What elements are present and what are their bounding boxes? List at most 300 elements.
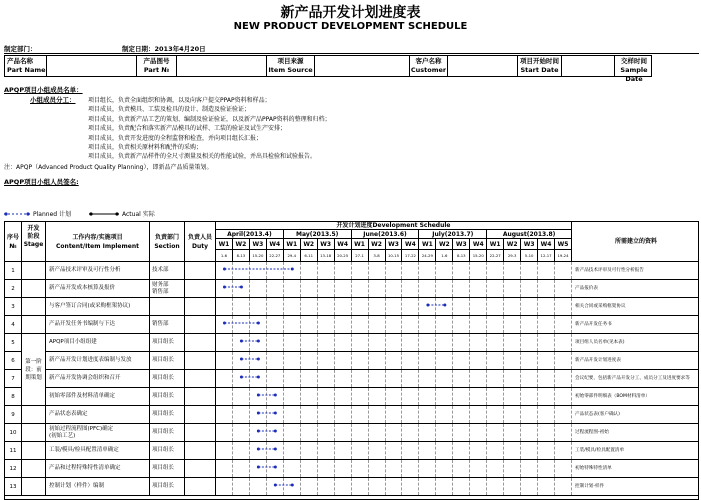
gantt-cell[interactable] — [352, 460, 369, 477]
gantt-cell[interactable] — [555, 442, 572, 459]
gantt-cell[interactable] — [250, 298, 267, 315]
gantt-cell[interactable] — [453, 316, 470, 333]
gantt-cell[interactable] — [352, 352, 369, 369]
gantt-cell[interactable] — [538, 316, 555, 333]
gantt-cell[interactable] — [470, 370, 487, 387]
gantt-cell[interactable] — [538, 352, 555, 369]
team-duties-list — [88, 95, 331, 161]
row-number: 13 — [5, 478, 22, 495]
gantt-cell[interactable] — [318, 388, 335, 405]
gantt-cell[interactable] — [318, 442, 335, 459]
gantt-cell[interactable] — [318, 334, 335, 351]
gantt-cell[interactable] — [470, 352, 487, 369]
week-date: 8-13 — [453, 250, 470, 262]
gantt-cell[interactable] — [453, 334, 470, 351]
gantt-cell[interactable] — [216, 370, 233, 387]
gantt-cell[interactable] — [436, 298, 453, 315]
gantt-cell[interactable] — [504, 280, 521, 297]
gantt-cell[interactable] — [436, 478, 453, 495]
gantt-cell[interactable] — [555, 388, 572, 405]
schedule-row[interactable] — [5, 424, 698, 442]
gantt-cell[interactable] — [284, 370, 301, 387]
gantt-cell[interactable] — [386, 352, 403, 369]
gantt-cell[interactable] — [419, 478, 436, 495]
gantt-cell[interactable] — [402, 424, 419, 441]
gantt-cell[interactable] — [419, 406, 436, 423]
gantt-cell[interactable] — [487, 262, 504, 279]
schedule-row[interactable] — [5, 478, 698, 496]
gantt-cell[interactable] — [555, 298, 572, 315]
gantt-cell[interactable] — [267, 334, 284, 351]
gantt-cell[interactable] — [267, 370, 284, 387]
gantt-cell[interactable] — [267, 316, 284, 333]
gantt-cell[interactable] — [352, 424, 369, 441]
schedule-row[interactable] — [5, 298, 698, 316]
gantt-cell[interactable] — [436, 388, 453, 405]
gantt-cell[interactable] — [538, 442, 555, 459]
gantt-cell[interactable] — [555, 334, 572, 351]
gantt-cell[interactable] — [284, 280, 301, 297]
row-duty — [185, 388, 216, 405]
gantt-cell[interactable] — [233, 478, 250, 495]
gantt-cell[interactable] — [470, 334, 487, 351]
gantt-cell[interactable] — [487, 424, 504, 441]
gantt-cell[interactable] — [521, 442, 538, 459]
gantt-cell[interactable] — [233, 262, 250, 279]
gantt-cell[interactable] — [555, 460, 572, 477]
gantt-cell[interactable] — [216, 316, 233, 333]
part-no-value[interactable] — [177, 56, 267, 76]
gantt-cell[interactable] — [504, 424, 521, 441]
gantt-cell[interactable] — [521, 388, 538, 405]
gantt-cell[interactable] — [335, 388, 352, 405]
gantt-cell[interactable] — [301, 478, 318, 495]
schedule-row[interactable] — [5, 370, 698, 388]
gantt-cell[interactable] — [335, 334, 352, 351]
gantt-cell[interactable] — [352, 280, 369, 297]
row-number: 10 — [5, 424, 22, 441]
gantt-cell[interactable] — [301, 262, 318, 279]
gantt-cell[interactable] — [267, 424, 284, 441]
gantt-cell[interactable] — [250, 478, 267, 495]
gantt-cell[interactable] — [369, 280, 386, 297]
gantt-cell[interactable] — [284, 442, 301, 459]
gantt-cell[interactable] — [470, 424, 487, 441]
gantt-cell[interactable] — [436, 280, 453, 297]
gantt-cell[interactable] — [318, 280, 335, 297]
gantt-cell[interactable] — [250, 352, 267, 369]
schedule-row[interactable] — [5, 388, 698, 406]
gantt-cell[interactable] — [402, 298, 419, 315]
gantt-cell[interactable] — [487, 442, 504, 459]
gantt-cell[interactable] — [538, 334, 555, 351]
gantt-cell[interactable] — [301, 298, 318, 315]
gantt-cell[interactable] — [267, 262, 284, 279]
gantt-cell[interactable] — [284, 406, 301, 423]
gantt-cell[interactable] — [487, 316, 504, 333]
gantt-cell[interactable] — [250, 334, 267, 351]
gantt-cell[interactable] — [555, 424, 572, 441]
gantt-cell[interactable] — [419, 424, 436, 441]
gantt-cell[interactable] — [538, 298, 555, 315]
gantt-cell[interactable] — [436, 424, 453, 441]
gantt-cell[interactable] — [386, 406, 403, 423]
gantt-cell[interactable] — [267, 406, 284, 423]
gantt-cell[interactable] — [487, 406, 504, 423]
gantt-cell[interactable] — [318, 316, 335, 333]
gantt-cell[interactable] — [369, 298, 386, 315]
gantt-cell[interactable] — [487, 388, 504, 405]
gantt-cell[interactable] — [233, 460, 250, 477]
gantt-cell[interactable] — [267, 280, 284, 297]
gantt-cell[interactable] — [521, 478, 538, 495]
gantt-cell[interactable] — [335, 352, 352, 369]
gantt-cell[interactable] — [521, 406, 538, 423]
gantt-cell[interactable] — [233, 280, 250, 297]
gantt-cell[interactable] — [402, 262, 419, 279]
gantt-cell[interactable] — [335, 442, 352, 459]
gantt-cell[interactable] — [386, 460, 403, 477]
gantt-cell[interactable] — [402, 316, 419, 333]
gantt-cell[interactable] — [301, 370, 318, 387]
gantt-cell[interactable] — [453, 442, 470, 459]
gantt-cell[interactable] — [216, 406, 233, 423]
gantt-cell[interactable] — [369, 460, 386, 477]
gantt-cell[interactable] — [470, 316, 487, 333]
gantt-cell[interactable] — [419, 334, 436, 351]
customer-value[interactable] — [448, 56, 518, 76]
gantt-cell[interactable] — [504, 352, 521, 369]
schedule-row[interactable] — [5, 316, 698, 334]
gantt-cell[interactable] — [470, 388, 487, 405]
gantt-cell[interactable] — [301, 460, 318, 477]
gantt-cell[interactable] — [402, 370, 419, 387]
schedule-row[interactable] — [5, 442, 698, 460]
gantt-cell[interactable] — [369, 406, 386, 423]
gantt-cell[interactable] — [216, 352, 233, 369]
gantt-cell[interactable] — [233, 442, 250, 459]
gantt-cell[interactable] — [453, 406, 470, 423]
gantt-cell[interactable] — [335, 280, 352, 297]
gantt-cell[interactable] — [402, 442, 419, 459]
gantt-cell[interactable] — [335, 460, 352, 477]
gantt-cell[interactable] — [504, 478, 521, 495]
gantt-cell[interactable] — [538, 280, 555, 297]
gantt-cell[interactable] — [538, 460, 555, 477]
gantt-cell[interactable] — [402, 334, 419, 351]
gantt-cell[interactable] — [504, 316, 521, 333]
gantt-cell[interactable] — [521, 370, 538, 387]
gantt-cell[interactable] — [386, 370, 403, 387]
gantt-cell[interactable] — [301, 334, 318, 351]
gantt-cell[interactable] — [250, 442, 267, 459]
gantt-cell[interactable] — [318, 298, 335, 315]
gantt-cell[interactable] — [538, 388, 555, 405]
gantt-cell[interactable] — [386, 262, 403, 279]
gantt-cell[interactable] — [453, 388, 470, 405]
gantt-cell[interactable] — [352, 316, 369, 333]
gantt-cell[interactable] — [402, 406, 419, 423]
gantt-cell[interactable] — [504, 262, 521, 279]
gantt-cell[interactable] — [335, 370, 352, 387]
gantt-cell[interactable] — [419, 262, 436, 279]
gantt-cell[interactable] — [267, 478, 284, 495]
gantt-cell[interactable] — [216, 280, 233, 297]
gantt-cell[interactable] — [555, 406, 572, 423]
gantt-cell[interactable] — [352, 370, 369, 387]
gantt-cell[interactable] — [318, 370, 335, 387]
gantt-cell[interactable] — [419, 388, 436, 405]
row-duty — [185, 442, 216, 459]
gantt-cell[interactable] — [386, 280, 403, 297]
gantt-cell[interactable] — [487, 352, 504, 369]
gantt-cell[interactable] — [436, 442, 453, 459]
gantt-cell[interactable] — [386, 478, 403, 495]
gantt-cell[interactable] — [436, 262, 453, 279]
gantt-cell[interactable] — [402, 460, 419, 477]
gantt-cell[interactable] — [402, 478, 419, 495]
gantt-cell[interactable] — [318, 424, 335, 441]
gantt-cell[interactable] — [233, 406, 250, 423]
gantt-cell[interactable] — [233, 298, 250, 315]
schedule-row[interactable] — [5, 334, 698, 352]
gantt-cell[interactable] — [233, 424, 250, 441]
gantt-cell[interactable] — [538, 478, 555, 495]
gantt-cell[interactable] — [538, 262, 555, 279]
gantt-cell[interactable] — [386, 334, 403, 351]
planned-line-icon — [4, 211, 30, 217]
gantt-cell[interactable] — [470, 442, 487, 459]
gantt-cell[interactable] — [284, 424, 301, 441]
week-header: W5 — [555, 239, 572, 250]
gantt-cell[interactable] — [521, 298, 538, 315]
gantt-cell[interactable] — [250, 316, 267, 333]
gantt-cell[interactable] — [419, 280, 436, 297]
gantt-cell[interactable] — [521, 280, 538, 297]
gantt-cell[interactable] — [521, 460, 538, 477]
gantt-cell[interactable] — [352, 334, 369, 351]
gantt-cell[interactable] — [250, 460, 267, 477]
gantt-cell[interactable] — [555, 262, 572, 279]
gantt-cell[interactable] — [555, 370, 572, 387]
gantt-cell[interactable] — [216, 388, 233, 405]
gantt-cell[interactable] — [487, 280, 504, 297]
gantt-cell[interactable] — [487, 370, 504, 387]
gantt-cell[interactable] — [504, 334, 521, 351]
gantt-cell[interactable] — [369, 334, 386, 351]
gantt-cell[interactable] — [521, 352, 538, 369]
gantt-cell[interactable] — [538, 424, 555, 441]
gantt-cell[interactable] — [233, 316, 250, 333]
gantt-cell[interactable] — [386, 424, 403, 441]
gantt-cell[interactable] — [250, 262, 267, 279]
gantt-cell[interactable] — [386, 442, 403, 459]
gantt-cell[interactable] — [487, 334, 504, 351]
gantt-cell[interactable] — [284, 388, 301, 405]
gantt-cell[interactable] — [386, 298, 403, 315]
gantt-cell[interactable] — [284, 262, 301, 279]
gantt-cell[interactable] — [335, 316, 352, 333]
gantt-cell[interactable] — [216, 262, 233, 279]
gantt-cell[interactable] — [267, 460, 284, 477]
gantt-cell[interactable] — [402, 352, 419, 369]
gantt-cell[interactable] — [301, 406, 318, 423]
gantt-cell[interactable] — [369, 316, 386, 333]
gantt-cell[interactable] — [521, 334, 538, 351]
gantt-cell[interactable] — [284, 478, 301, 495]
gantt-cell[interactable] — [284, 460, 301, 477]
gantt-cell[interactable] — [453, 370, 470, 387]
gantt-cell[interactable] — [555, 352, 572, 369]
gantt-cell[interactable] — [233, 334, 250, 351]
gantt-cell[interactable] — [352, 298, 369, 315]
gantt-cell[interactable] — [301, 442, 318, 459]
gantt-cell[interactable] — [487, 298, 504, 315]
gantt-cell[interactable] — [250, 424, 267, 441]
gantt-cell[interactable] — [318, 478, 335, 495]
gantt-cell[interactable] — [538, 406, 555, 423]
gantt-cell[interactable] — [419, 442, 436, 459]
gantt-cell[interactable] — [301, 352, 318, 369]
part-name-value[interactable] — [47, 56, 137, 76]
gantt-cell[interactable] — [369, 478, 386, 495]
gantt-cell[interactable] — [352, 478, 369, 495]
gantt-cell[interactable] — [453, 298, 470, 315]
gantt-cell[interactable] — [504, 442, 521, 459]
gantt-cell[interactable] — [538, 370, 555, 387]
gantt-cell[interactable] — [453, 352, 470, 369]
gantt-cell[interactable] — [470, 478, 487, 495]
gantt-cell[interactable] — [352, 388, 369, 405]
gantt-cell[interactable] — [504, 460, 521, 477]
gantt-cell[interactable] — [369, 262, 386, 279]
schedule-row[interactable] — [5, 262, 698, 280]
gantt-cell[interactable] — [250, 406, 267, 423]
gantt-cell[interactable] — [267, 442, 284, 459]
gantt-cell[interactable] — [216, 298, 233, 315]
gantt-cell[interactable] — [250, 370, 267, 387]
gantt-cell[interactable] — [301, 388, 318, 405]
gantt-cell[interactable] — [267, 352, 284, 369]
gantt-cell[interactable] — [487, 478, 504, 495]
gantt-cell[interactable] — [386, 316, 403, 333]
gantt-cell[interactable] — [233, 352, 250, 369]
schedule-table — [4, 221, 699, 500]
gantt-cell[interactable] — [233, 370, 250, 387]
gantt-cell[interactable] — [453, 262, 470, 279]
gantt-cell[interactable] — [216, 460, 233, 477]
gantt-cell[interactable] — [267, 298, 284, 315]
gantt-cell[interactable] — [521, 262, 538, 279]
gantt-cell[interactable] — [301, 316, 318, 333]
gantt-cell[interactable] — [419, 460, 436, 477]
gantt-cell[interactable] — [369, 388, 386, 405]
gantt-cell[interactable] — [216, 442, 233, 459]
gantt-cell[interactable] — [487, 460, 504, 477]
gantt-cell[interactable] — [216, 478, 233, 495]
gantt-cell[interactable] — [470, 298, 487, 315]
gantt-cell[interactable] — [216, 424, 233, 441]
gantt-cell[interactable] — [555, 478, 572, 495]
gantt-cell[interactable] — [301, 424, 318, 441]
gantt-cell[interactable] — [436, 406, 453, 423]
gantt-cell[interactable] — [436, 460, 453, 477]
gantt-cell[interactable] — [470, 262, 487, 279]
gantt-cell[interactable] — [436, 316, 453, 333]
gantt-cell[interactable] — [436, 370, 453, 387]
gantt-cell[interactable] — [504, 370, 521, 387]
gantt-cell[interactable] — [555, 316, 572, 333]
gantt-cell[interactable] — [470, 460, 487, 477]
gantt-cell[interactable] — [504, 406, 521, 423]
gantt-cell[interactable] — [335, 298, 352, 315]
gantt-cell[interactable] — [436, 352, 453, 369]
gantt-cell[interactable] — [453, 424, 470, 441]
gantt-cell[interactable] — [318, 352, 335, 369]
item-source-value[interactable] — [315, 56, 410, 76]
gantt-cell[interactable] — [470, 280, 487, 297]
start-date-value[interactable] — [562, 56, 615, 76]
gantt-cell[interactable] — [284, 316, 301, 333]
gantt-cell[interactable] — [419, 298, 436, 315]
gantt-cell[interactable] — [453, 478, 470, 495]
gantt-cell[interactable] — [335, 406, 352, 423]
gantt-cell[interactable] — [233, 388, 250, 405]
gantt-cell[interactable] — [335, 478, 352, 495]
gantt-cell[interactable] — [284, 352, 301, 369]
gantt-cell[interactable] — [284, 334, 301, 351]
schedule-row[interactable] — [5, 406, 698, 424]
gantt-cell[interactable] — [402, 280, 419, 297]
schedule-row[interactable] — [5, 460, 698, 478]
gantt-cell[interactable] — [318, 460, 335, 477]
gantt-cell[interactable] — [267, 388, 284, 405]
gantt-cell[interactable] — [504, 298, 521, 315]
gantt-cell[interactable] — [250, 388, 267, 405]
gantt-cell[interactable] — [453, 460, 470, 477]
gantt-cell[interactable] — [386, 388, 403, 405]
gantt-cell[interactable] — [318, 406, 335, 423]
gantt-cell[interactable] — [419, 352, 436, 369]
gantt-cell[interactable] — [419, 370, 436, 387]
schedule-row[interactable] — [5, 352, 698, 370]
gantt-cell[interactable] — [369, 370, 386, 387]
gantt-cell[interactable] — [521, 316, 538, 333]
gantt-cell[interactable] — [335, 262, 352, 279]
gantt-cell[interactable] — [352, 406, 369, 423]
gantt-cell[interactable] — [470, 406, 487, 423]
gantt-cell[interactable] — [352, 262, 369, 279]
gantt-cell[interactable] — [369, 352, 386, 369]
gantt-cell[interactable] — [369, 442, 386, 459]
gantt-cell[interactable] — [335, 424, 352, 441]
gantt-cell[interactable] — [419, 316, 436, 333]
gantt-cell[interactable] — [453, 280, 470, 297]
gantt-cell[interactable] — [436, 334, 453, 351]
gantt-cell[interactable] — [301, 280, 318, 297]
gantt-cell[interactable] — [402, 388, 419, 405]
gantt-cell[interactable] — [216, 334, 233, 351]
gantt-cell[interactable] — [521, 424, 538, 441]
gantt-cell[interactable] — [352, 442, 369, 459]
gantt-cell[interactable] — [369, 424, 386, 441]
gantt-cell[interactable] — [318, 262, 335, 279]
schedule-row[interactable] — [5, 280, 698, 298]
gantt-cell[interactable] — [284, 298, 301, 315]
gantt-cell[interactable] — [555, 280, 572, 297]
gantt-cell[interactable] — [250, 280, 267, 297]
gantt-cell[interactable] — [504, 388, 521, 405]
